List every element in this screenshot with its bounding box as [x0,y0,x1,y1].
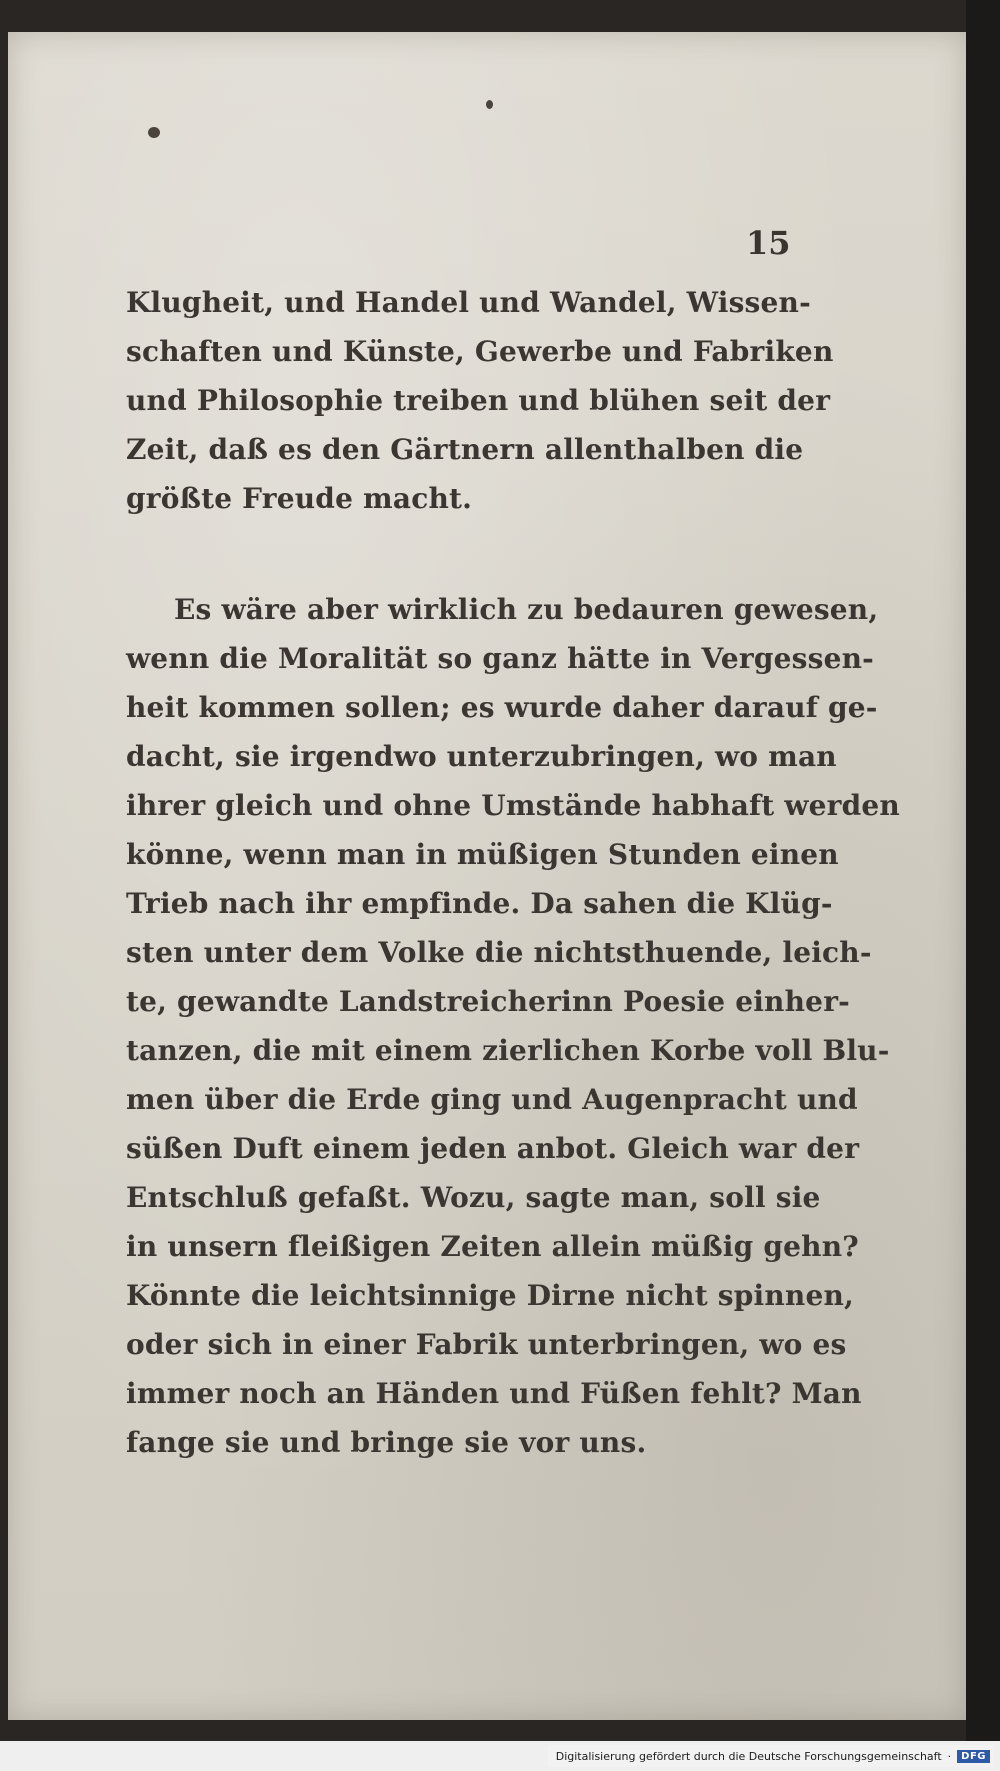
text-line: sten unter dem Volke die nichtsthuende, leich- [126,936,872,969]
paragraph-1 [126,278,834,523]
text-line: Trieb nach ihr empfinde. Da sahen die Klüg- [126,887,833,920]
text-line: oder sich in einer Fabrik unterbringen, wo es [126,1328,847,1361]
paragraph-gap [126,523,790,585]
text-line: Zeit, daß es den Gärtnern allenthalben die [126,433,804,466]
book-page [8,32,966,1720]
text-line: Entschluß gefaßt. Wozu, sagte man, soll sie [126,1181,821,1214]
text-line: schaften und Künste, Gewerbe und Fabriken [126,335,834,368]
scan-right-edge [966,0,1000,1771]
text-line: fange sie und bringe sie vor uns. [126,1426,647,1459]
text-line: Könnte die leichtsinnige Dirne nicht spinnen, [126,1279,854,1312]
text-line: in unsern fleißigen Zeiten allein müßig gehn? [126,1230,859,1263]
credit-separator: · [947,1749,952,1763]
text-line: süßen Duft einem jeden anbot. Gleich war der [126,1132,860,1165]
ink-spot [148,127,160,138]
text-line: tanzen, die mit einem zierlichen Korbe voll Blu- [126,1034,890,1067]
ink-spot [486,100,493,109]
text-line: te, gewandte Landstreicherinn Poesie einher- [126,985,850,1018]
credit-text: Digitalisierung gefördert durch die Deutsche Forschungsgemeinschaft [555,1749,942,1763]
digitization-credit [548,1745,994,1767]
text-line: könne, wenn man in müßigen Stunden einen [126,838,839,871]
text-line: Es wäre aber wirklich zu bedauren gewesen, [174,593,879,626]
text-line: ihrer gleich und ohne Umstände habhaft werden [126,789,900,822]
text-line: Klugheit, und Handel und Wandel, Wissen- [126,286,811,319]
dfg-logo-icon: DFG [957,1750,990,1763]
text-line: und Philosophie treiben und blühen seit der [126,384,831,417]
text-line: größte Freude macht. [126,482,473,515]
paragraph-2 [126,585,900,1467]
text-line: men über die Erde ging und Augenpracht und [126,1083,858,1116]
text-line: dacht, sie irgendwo unterzubringen, wo man [126,740,837,773]
text-line: immer noch an Händen und Füßen fehlt? Man [126,1377,862,1410]
text-line: wenn die Moralität so ganz hätte in Vergessen- [126,642,874,675]
page-number: 15 [746,224,791,262]
text-line: heit kommen sollen; es wurde daher darauf ge- [126,691,878,724]
body-text [126,278,900,1467]
